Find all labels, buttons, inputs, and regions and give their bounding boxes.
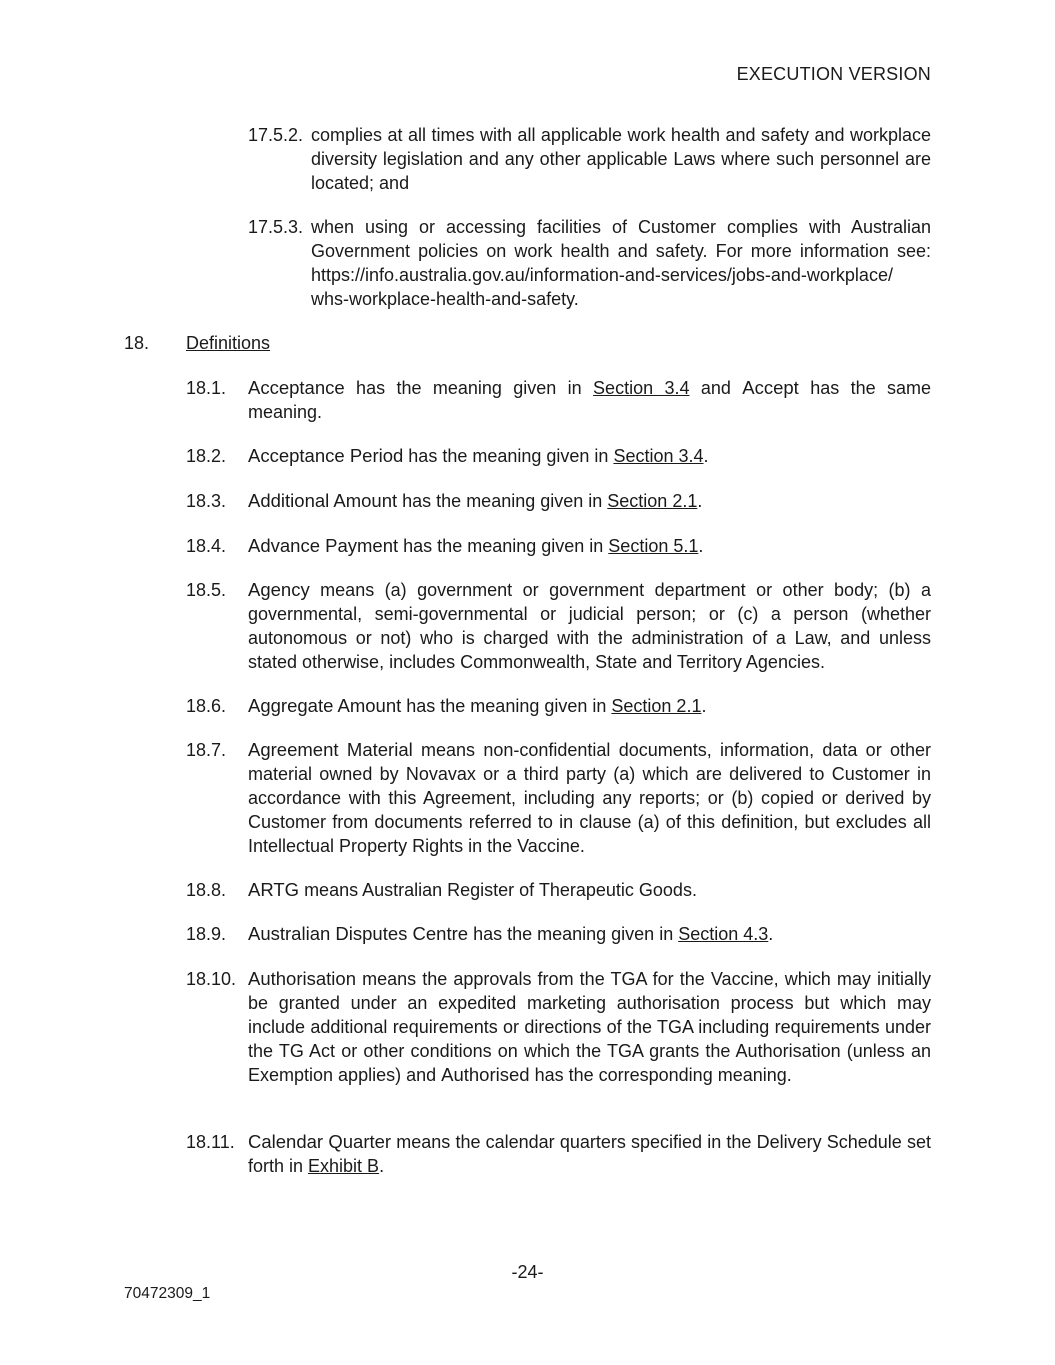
definition-text: has the meaning given in: [468, 924, 679, 944]
section-reference-link[interactable]: Section 3.4: [593, 378, 690, 398]
exhibit-reference-link[interactable]: Exhibit B: [308, 1156, 380, 1176]
definition-number: 18.8.: [186, 880, 227, 900]
definition-text: and: [689, 378, 743, 398]
definition-18-1: [186, 376, 932, 424]
clause-number: 17.5.2.: [248, 125, 304, 145]
defined-term: Acceptance: [248, 377, 345, 398]
defined-term: Agency: [248, 579, 310, 600]
defined-term: Australian Disputes Centre: [248, 923, 469, 944]
clause-text: complies at all times with all applicable work health and safety and workplace diversity legislation and any other applicable Laws where such personnel are located; and: [311, 125, 931, 193]
definition-text: has the corresponding meaning.: [529, 1065, 792, 1085]
definition-number: 18.5.: [186, 580, 227, 600]
definition-text: means (a) government or government department or other body; (b) a governmental, semi-governmental or judicial person; or (c) a person (whether autonomous or not) who is charged with the administration of a Law, and unless stated otherwise, includes Commonwealth, State and Territory Agencies.: [248, 580, 931, 672]
definition-number: 18.10.: [186, 969, 237, 989]
definition-18-10: [186, 967, 931, 1087]
section-reference-link[interactable]: Section 2.1: [611, 696, 702, 716]
definition-text: has the meaning given in: [397, 491, 608, 511]
definition-text: has the meaning given in: [344, 378, 594, 398]
definition-text: .: [703, 446, 709, 466]
definition-text: means Australian Register of Therapeutic Goods.: [299, 880, 697, 900]
definition-number: 18.7.: [186, 740, 227, 760]
definition-number: 18.3.: [186, 491, 227, 511]
section-number: 18.: [124, 333, 150, 353]
document-id: 70472309_1: [124, 1285, 211, 1302]
section-reference-link[interactable]: Section 4.3: [678, 924, 769, 944]
defined-term: Authorised: [441, 1064, 530, 1085]
defined-term: Acceptance Period: [248, 445, 404, 466]
definition-number: 18.11.: [186, 1132, 235, 1152]
defined-term: ARTG: [248, 879, 300, 900]
clause-number: 17.5.3.: [248, 217, 304, 237]
section-reference-link[interactable]: Section 5.1: [608, 536, 699, 556]
definition-text: means the calendar quarters specified in the Delivery Schedule set forth in: [248, 1132, 931, 1176]
clause-text: when using or accessing facilities of Customer complies with Australian Government policies on work health and safety. For more information see: https://info.australia.gov.au/information-and-services/jobs-and-workplace/ whs-workplace-health-and-safety.: [311, 217, 931, 309]
definition-18-3: [186, 489, 931, 513]
definition-text: has the meaning given in: [398, 536, 609, 556]
definition-number: 18.1.: [186, 378, 227, 398]
definition-18-9: [186, 922, 931, 946]
definition-text: .: [698, 536, 704, 556]
section-title: Definitions: [186, 333, 271, 353]
definition-text: has the meaning given in: [401, 696, 612, 716]
definition-number: 18.6.: [186, 696, 227, 716]
definition-18-4: [186, 534, 931, 558]
definition-18-2: [186, 444, 931, 468]
defined-term: Calendar Quarter: [248, 1131, 392, 1152]
clause-17-5-2: [248, 123, 931, 195]
page-number: -24-: [511, 1262, 544, 1282]
definition-text: has the same meaning.: [248, 378, 932, 422]
definition-18-6: [186, 694, 931, 718]
definition-text: .: [697, 491, 703, 511]
defined-term: Authorisation: [248, 968, 356, 989]
definition-text: .: [701, 696, 707, 716]
defined-term: Agreement Material: [248, 739, 413, 760]
definition-text: has the meaning given in: [403, 446, 614, 466]
definition-number: 18.9.: [186, 924, 227, 944]
execution-version-label: EXECUTION VERSION: [736, 64, 931, 84]
clause-17-5-3: [248, 215, 931, 311]
definition-text: means non-confidential documents, information, data or other material owned by Novavax or a third party (a) which are delivered to Customer in accordance with this Agreement, including any reports; or (b) copied or derived by Customer from documents referred to in clause (a) of this definition, but excludes all Intellectual Property Rights in the Vaccine.: [248, 740, 931, 856]
definition-18-11: [186, 1130, 931, 1178]
defined-term: Additional Amount: [248, 490, 398, 511]
definition-text: means the approvals from the TGA for the Vaccine, which may initially be granted under an expedited marketing authorisation process but which may include additional requirements or directions of the TGA including requirements under the TG Act or other conditions on which the TGA grants the Authorisation (unless an Exemption applies) and: [248, 969, 931, 1085]
definition-text: .: [768, 924, 774, 944]
defined-term: Advance Payment: [248, 535, 399, 556]
definition-18-5: [186, 578, 931, 674]
definition-18-8: [186, 878, 931, 902]
defined-term: Accept: [742, 377, 799, 398]
definition-text: .: [379, 1156, 385, 1176]
section-reference-link[interactable]: Section 2.1: [607, 491, 698, 511]
defined-term: Aggregate Amount: [248, 695, 402, 716]
section-reference-link[interactable]: Section 3.4: [613, 446, 704, 466]
definition-number: 18.4.: [186, 536, 227, 556]
definition-18-7: [186, 738, 931, 858]
definition-number: 18.2.: [186, 446, 227, 466]
